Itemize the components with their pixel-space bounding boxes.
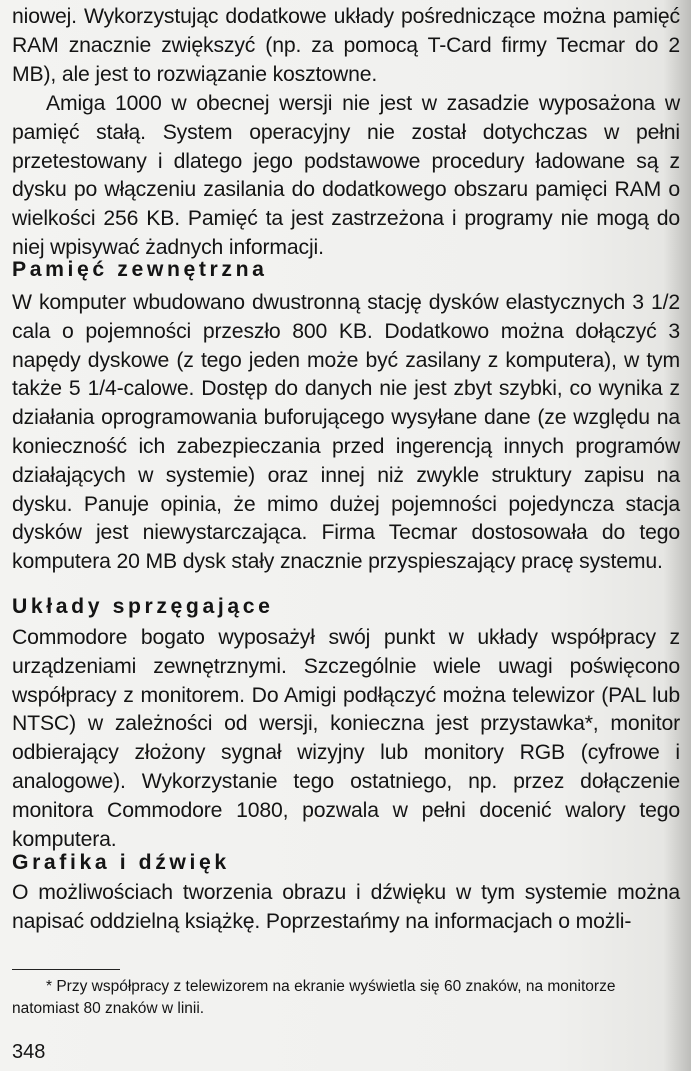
section-text-external-memory: W komputer wbudowano dwustronną stację dysków elastycznych 3 1/2 cala o pojemności przeszło 800 KB. Dodatkowo można dołączyć 3 napędy dyskowe (z tego jeden może być zasilany z komputera), w tym także 5 1/4-calowe. Dostęp do danych nie jest zbyt szybki, co wynika z działania oprogramowania buforującego wysyłane dane (ze względu na konieczność ich zabezpieczania przed ingerencją innych programów działających w systemie) oraz innej niż zwykle struktury zapisu na dysku. Panuje opinia, że mimo dużej pojemności pojedyncza stacja dysków jest niewystarczająca. Firma Tecmar dostosowała do tego komputera 20 MB dysk stały znacznie przyspieszający pracę systemu. <box>12 291 680 574</box>
section-heading-external-memory: Pamięć zewnętrzna <box>12 258 268 281</box>
section-heading-interfaces: Układy sprzęgające <box>12 595 274 618</box>
page-number: 348 <box>12 1041 46 1063</box>
footnote: * Przy współpracy z telewizorem na ekranie wyświetla się 60 znaków, na monitorze natomiast 80 znaków w linii. <box>12 978 616 1017</box>
section-text-graphics-sound: O możliwościach tworzenia obrazu i dźwięku w tym systemie można napisać oddzielną książkę. Poprzestańmy na informacjach o możli- <box>12 881 680 933</box>
section-heading-graphics-sound: Grafika i dźwięk <box>12 851 230 874</box>
footnote-separator <box>12 969 120 970</box>
body-paragraph-1: niowej. Wykorzystując dodatkowe układy pośredniczące można pamięć RAM znacznie zwiększyć (np. za pomocą T-Card firmy Tecmar do 2 MB), ale jest to rozwiązanie kosztowne. <box>12 5 680 86</box>
section-text-interfaces: Commodore bogato wyposażył swój punkt w układy współpracy z urządzeniami zewnętrznymi. Szczególnie wiele uwagi poświęcono współpracy z monitorem. Do Amigi podłączyć można telewizor (PAL lub NTSC) w zależności od wersji, konieczna jest przystawka*, monitor odbierający złożony sygnał wizyjny lub monitory RGB (cyfrowe i analogowe). Wykorzystanie tego ostatniego, np. przez dołączenie monitora Commodore 1080, pozwala w pełni docenić walory tego komputera. <box>12 626 680 851</box>
body-paragraph-2: Amiga 1000 w obecnej wersji nie jest w zasadzie wyposażona w pamięć stałą. System operacyjny nie został dotychczas w pełni przetestowany i dlatego jego podstawowe procedury ładowane są z dysku po włączeniu zasilania do dodatkowego obszaru pamięci RAM o wielkości 256 KB. Pamięć ta jest zastrzeżona i programy nie mogą do niej wpisywać żadnych informacji. <box>12 92 680 259</box>
